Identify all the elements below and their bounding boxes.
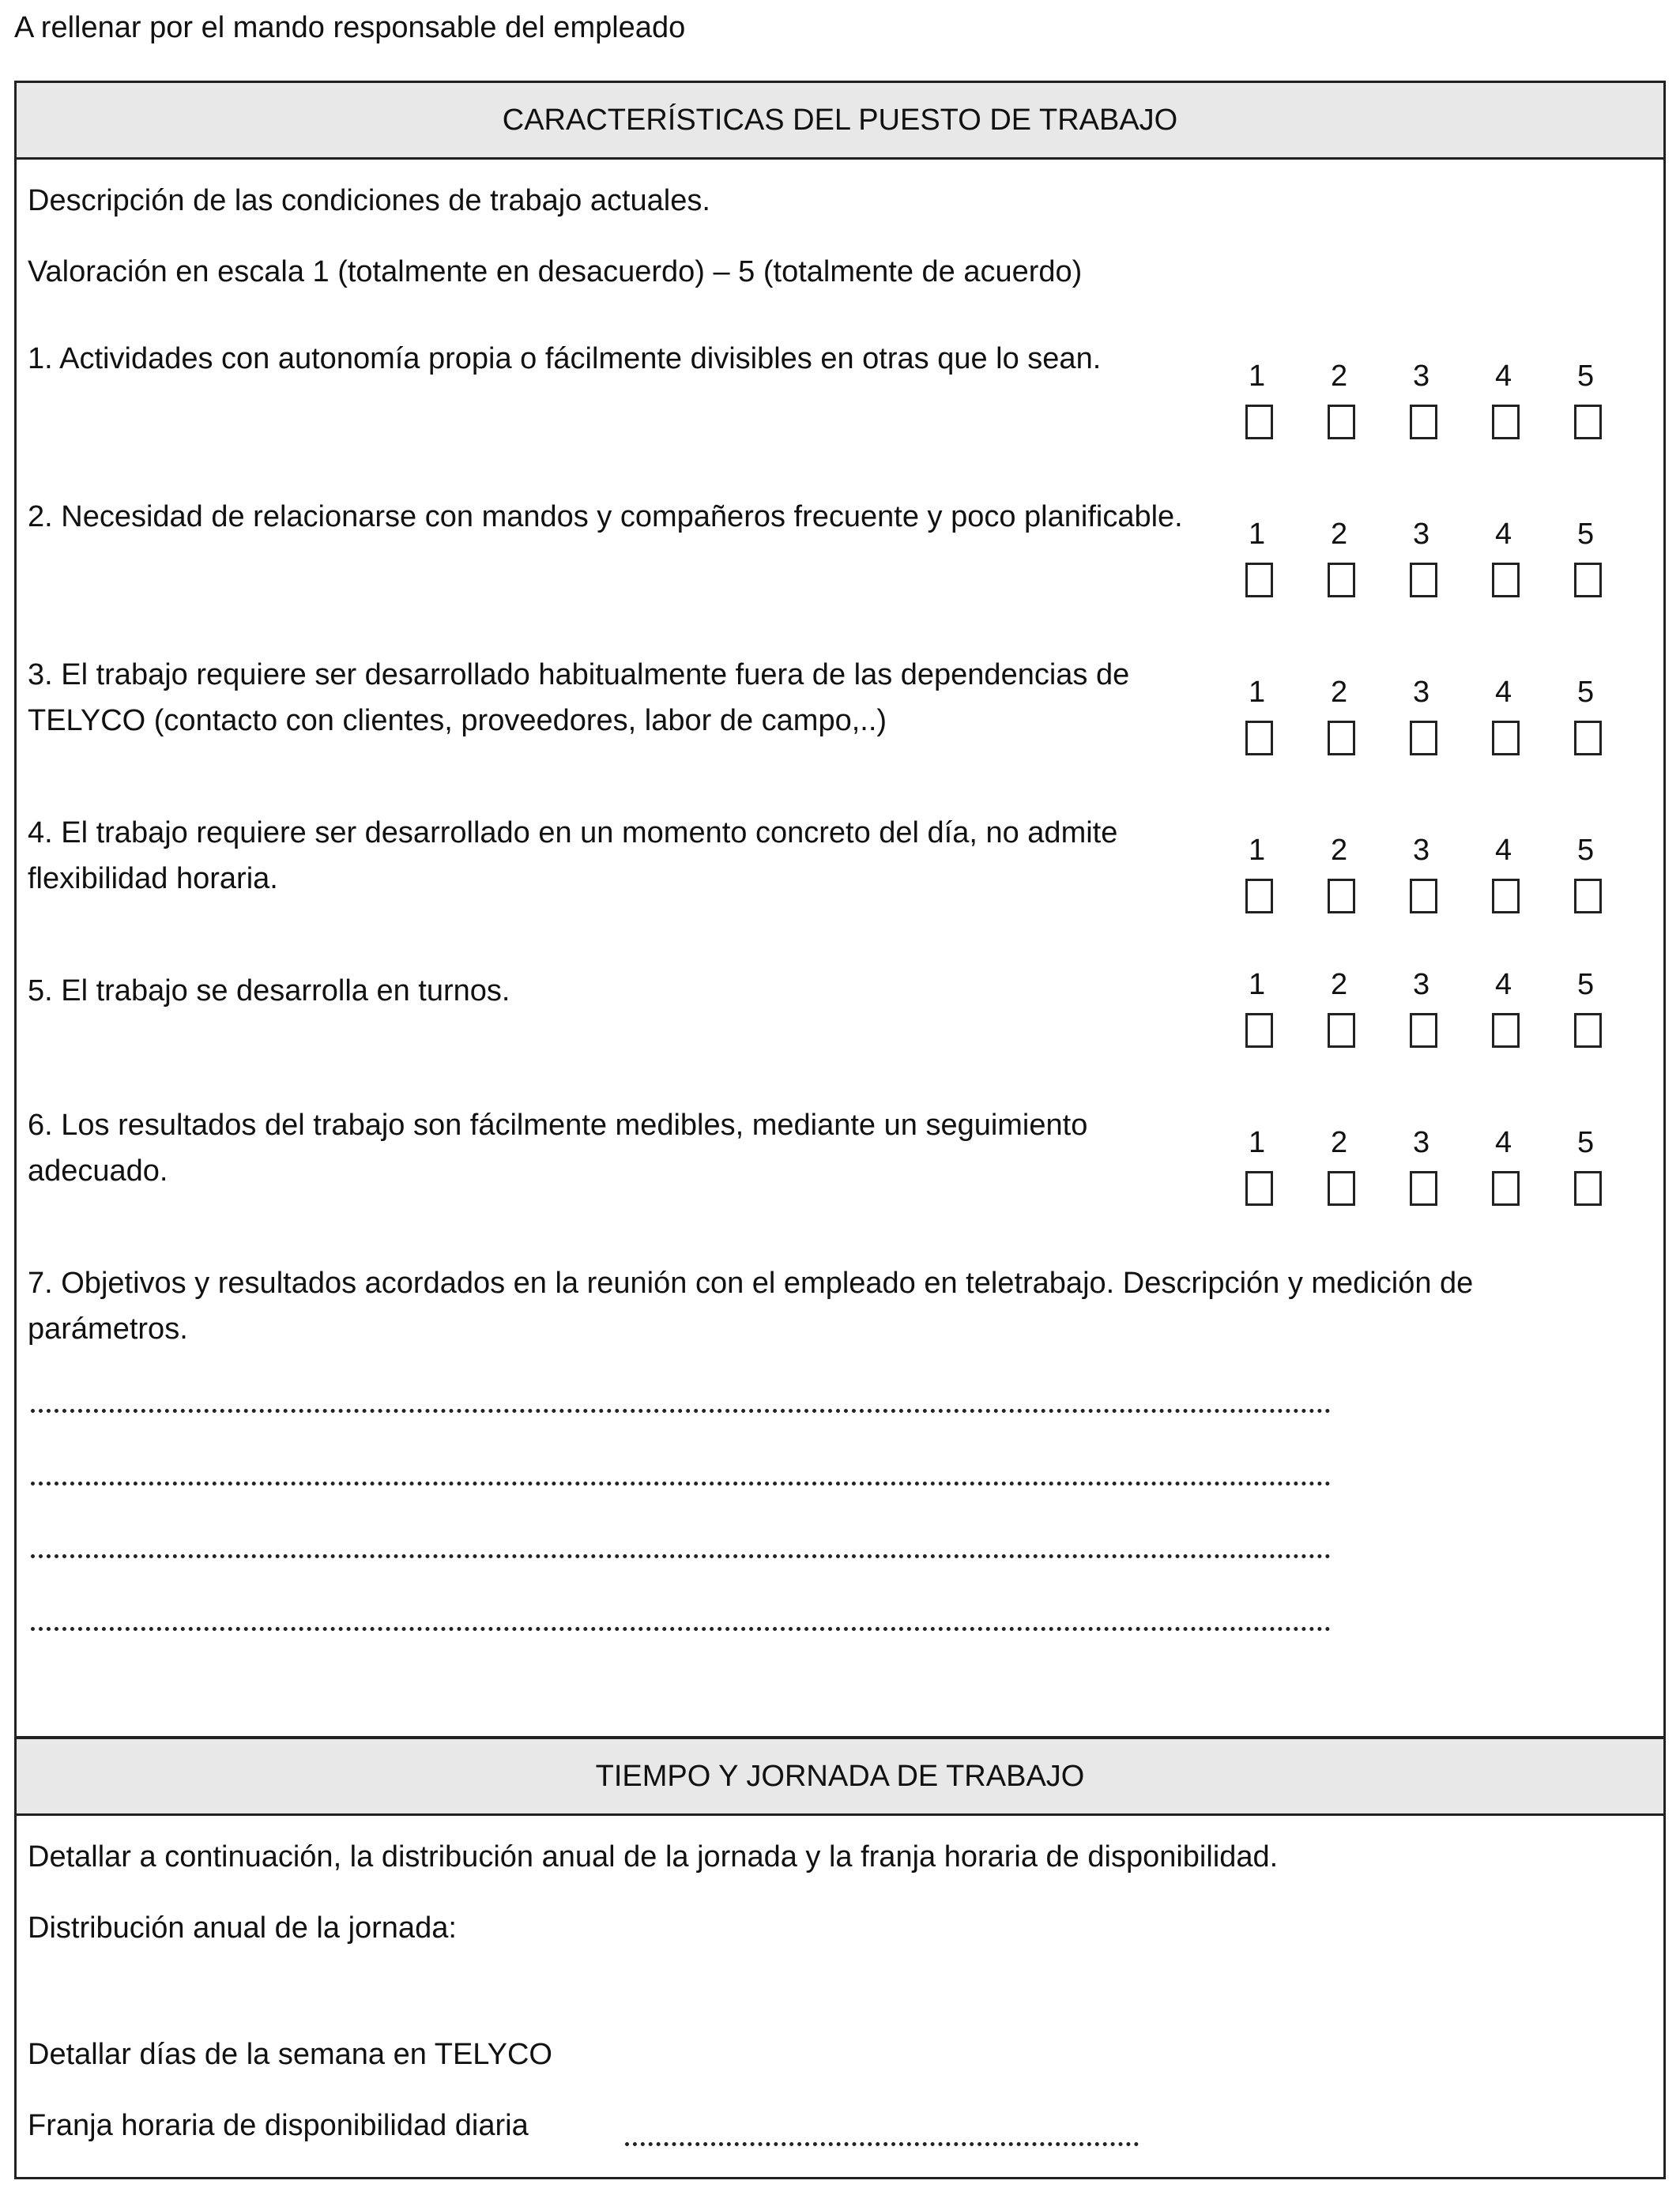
question-2: 2. Necesidad de relacionarse con mandos y compañeros frecuente y poco planificable. (28, 500, 1183, 533)
question-5: 5. El trabajo se desarrolla en turnos. (28, 974, 510, 1007)
question-1: 1. Actividades con autonomía propia o fácilmente divisibles en otras que lo sean. (28, 342, 1102, 375)
checkbox-q3-3[interactable] (1410, 721, 1437, 755)
rating-scale-3 (1245, 676, 1656, 755)
scale-label: 1 (1249, 968, 1266, 1001)
scale-label: 2 (1331, 676, 1348, 709)
checkbox-q6-2[interactable] (1328, 1171, 1355, 1206)
section-title: TIEMPO Y JORNADA DE TRABAJO (17, 1739, 1663, 1816)
scale-label: 3 (1413, 360, 1430, 393)
checkbox-q3-5[interactable] (1574, 721, 1602, 755)
checkbox-q4-5[interactable] (1574, 879, 1602, 913)
checkbox-q5-5[interactable] (1574, 1013, 1602, 1048)
description-text: Descripción de las condiciones de trabajo actuales. (28, 184, 710, 217)
annual-distribution-label: Distribución anual de la jornada: (28, 1911, 457, 1945)
checkbox-q1-5[interactable] (1574, 405, 1602, 439)
availability-band-label: Franja horaria de disponibilidad diaria (28, 2109, 529, 2142)
checkbox-q4-3[interactable] (1410, 879, 1437, 913)
answer-line-3[interactable] (31, 1554, 1331, 1558)
scale-label: 4 (1495, 968, 1512, 1001)
scale-label: 2 (1331, 968, 1348, 1001)
rating-scale-1 (1245, 360, 1656, 439)
scale-label: 1 (1249, 1126, 1266, 1159)
scale-label: 3 (1413, 968, 1430, 1001)
scale-label: 2 (1331, 834, 1348, 867)
rating-scale-2 (1245, 518, 1656, 597)
checkbox-q6-5[interactable] (1574, 1171, 1602, 1206)
checkbox-q1-2[interactable] (1328, 405, 1355, 439)
weekdays-label: Detallar días de la semana en TELYCO (28, 2038, 552, 2071)
checkbox-q1-4[interactable] (1492, 405, 1520, 439)
scale-label: 5 (1577, 968, 1595, 1001)
checkbox-q5-2[interactable] (1328, 1013, 1355, 1048)
scale-note: Valoración en escala 1 (totalmente en desacuerdo) – 5 (totalmente de acuerdo) (28, 255, 1083, 288)
scale-label: 3 (1413, 834, 1430, 867)
checkbox-q1-3[interactable] (1410, 405, 1437, 439)
scale-label: 3 (1413, 1126, 1430, 1159)
checkbox-q6-4[interactable] (1492, 1171, 1520, 1206)
scale-label: 5 (1577, 518, 1595, 551)
availability-band-field[interactable] (625, 2142, 1139, 2146)
checkbox-q3-2[interactable] (1328, 721, 1355, 755)
scale-label: 4 (1495, 676, 1512, 709)
section-title: CARACTERÍSTICAS DEL PUESTO DE TRABAJO (17, 83, 1663, 160)
rating-scale-6 (1245, 1126, 1656, 1206)
question-3: 3. El trabajo requiere ser desarrollado habitualmente fuera de las dependencias de TELYCO (contacto con clientes, proveedores, labor de campo,..) (28, 658, 1130, 737)
checkbox-q4-1[interactable] (1245, 879, 1273, 913)
checkbox-q5-4[interactable] (1492, 1013, 1520, 1048)
scale-label: 1 (1249, 360, 1266, 393)
scale-label: 2 (1331, 1126, 1348, 1159)
checkbox-q2-1[interactable] (1245, 563, 1273, 597)
question-4: 4. El trabajo requiere ser desarrollado en un momento concreto del día, no admite flexibilidad horaria. (28, 816, 1118, 895)
checkbox-q5-1[interactable] (1245, 1013, 1273, 1048)
question-6: 6. Los resultados del trabajo son fácilmente medibles, mediante un seguimiento adecuado. (28, 1109, 1088, 1188)
checkbox-q2-5[interactable] (1574, 563, 1602, 597)
scale-label: 5 (1577, 834, 1595, 867)
scale-label: 1 (1249, 676, 1266, 709)
scale-label: 4 (1495, 518, 1512, 551)
checkbox-q3-1[interactable] (1245, 721, 1273, 755)
checkbox-q4-4[interactable] (1492, 879, 1520, 913)
scale-label: 2 (1331, 360, 1348, 393)
checkbox-q4-2[interactable] (1328, 879, 1355, 913)
scale-label: 4 (1495, 1126, 1512, 1159)
scale-label: 1 (1249, 518, 1266, 551)
answer-line-2[interactable] (31, 1482, 1331, 1486)
intro-note: A rellenar por el mando responsable del empleado (14, 11, 686, 44)
checkbox-q6-1[interactable] (1245, 1171, 1273, 1206)
scale-label: 3 (1413, 518, 1430, 551)
detail-text: Detallar a continuación, la distribución anual de la jornada y la franja horaria de disponibilidad. (28, 1840, 1279, 1874)
scale-label: 5 (1577, 360, 1595, 393)
answer-line-4[interactable] (31, 1627, 1331, 1631)
question-7: 7. Objetivos y resultados acordados en la reunión con el empleado en teletrabajo. Descripción y medición de parámetros. (28, 1267, 1474, 1346)
scale-label: 2 (1331, 518, 1348, 551)
scale-label: 5 (1577, 1126, 1595, 1159)
section-job-characteristics (14, 81, 1666, 1738)
checkbox-q2-2[interactable] (1328, 563, 1355, 597)
checkbox-q3-4[interactable] (1492, 721, 1520, 755)
scale-label: 3 (1413, 676, 1430, 709)
rating-scale-4 (1245, 834, 1656, 913)
checkbox-q2-3[interactable] (1410, 563, 1437, 597)
answer-line-1[interactable] (31, 1409, 1331, 1413)
checkbox-q6-3[interactable] (1410, 1171, 1437, 1206)
checkbox-q2-4[interactable] (1492, 563, 1520, 597)
scale-label: 4 (1495, 834, 1512, 867)
scale-label: 4 (1495, 360, 1512, 393)
rating-scale-5 (1245, 968, 1656, 1048)
scale-label: 1 (1249, 834, 1266, 867)
scale-label: 5 (1577, 676, 1595, 709)
checkbox-q1-1[interactable] (1245, 405, 1273, 439)
section-time-and-schedule (14, 1737, 1666, 2179)
checkbox-q5-3[interactable] (1410, 1013, 1437, 1048)
